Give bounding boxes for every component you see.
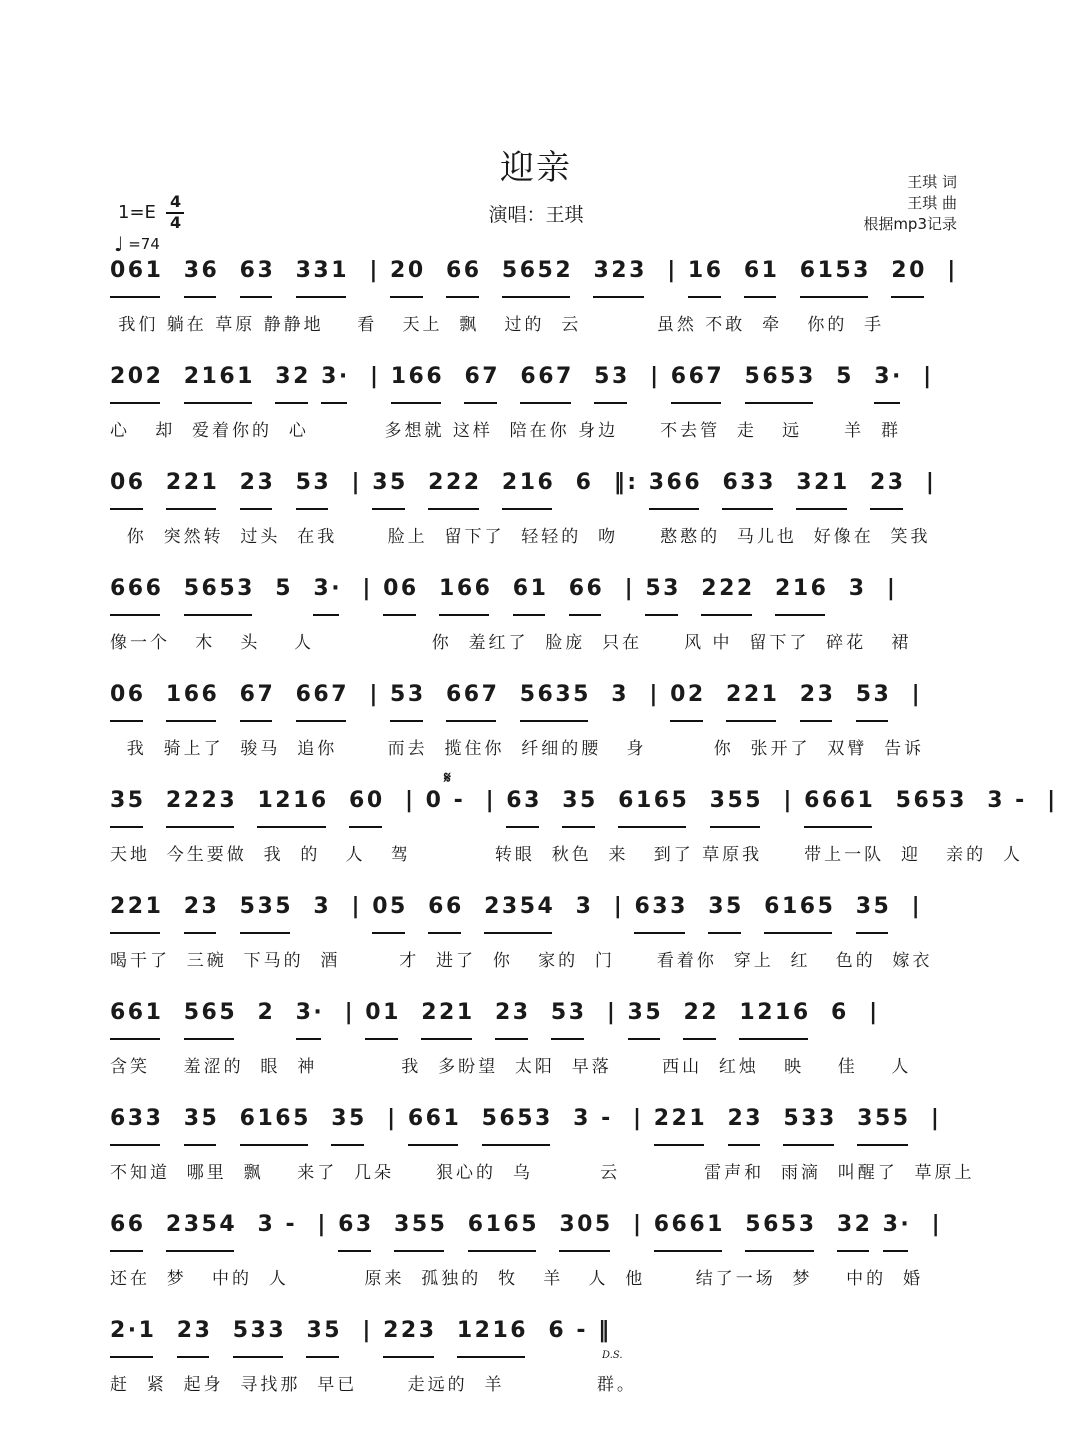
beam-group	[110, 1356, 960, 1360]
beam-line	[520, 720, 588, 722]
beam-line	[184, 1144, 217, 1146]
beam-line	[654, 1144, 704, 1146]
time-denominator: 4	[170, 213, 182, 232]
beam-line	[506, 826, 539, 828]
beam-line	[764, 932, 832, 934]
score-line	[110, 788, 1058, 868]
notation-line: 061 36 63 331 | 20 66 5652 323 | 16 61 6153 20 |	[110, 258, 958, 283]
beam-line	[551, 1038, 584, 1040]
beam-line	[468, 1250, 536, 1252]
score-line	[110, 1212, 960, 1292]
notation-line: 202 2161 32 3· | 166 67 667 53 | 667 5653 5 3· |	[110, 364, 934, 389]
beam-line	[671, 402, 721, 404]
beam-group	[110, 1038, 960, 1042]
beam-line	[728, 1144, 761, 1146]
beam-line	[708, 932, 741, 934]
beam-line	[726, 720, 776, 722]
beam-line	[649, 508, 699, 510]
beam-line	[110, 508, 143, 510]
lyric-line: 心 却 爱着你的 心 多想就 这样 陪在你 身边 不去管 走 远 羊 群	[110, 421, 901, 441]
beam-line	[110, 614, 160, 616]
beam-line	[184, 932, 217, 934]
beam-line	[110, 1250, 143, 1252]
beam-line	[446, 720, 496, 722]
beam-line	[391, 402, 441, 404]
beam-line	[372, 932, 405, 934]
beam-line	[745, 402, 813, 404]
beam-line	[177, 1356, 210, 1358]
beam-line	[110, 720, 143, 722]
beam-line	[856, 932, 889, 934]
beam-line	[502, 508, 552, 510]
beam-line	[457, 1356, 525, 1358]
beam-line	[796, 508, 846, 510]
notation-line: 35 2223 1216 60 | 0 - | 63 35 6165 355 | 6661 5653 3 - |	[110, 788, 1058, 813]
beam-line	[883, 1250, 909, 1252]
beam-line	[383, 1356, 433, 1358]
beam-line	[593, 296, 643, 298]
beam-line	[775, 614, 825, 616]
beam-line	[482, 1144, 550, 1146]
beam-line	[446, 296, 479, 298]
beam-line	[240, 720, 273, 722]
song-title: 迎亲	[500, 148, 572, 188]
score-line	[110, 258, 960, 338]
beam-line	[296, 508, 329, 510]
lyric-line: 不知道 哪里 飘 来了 几朵 狠心的 乌 云 雷声和 雨滴 叫醒了 草原上	[110, 1163, 975, 1183]
beam-line	[628, 1038, 661, 1040]
beam-group	[110, 826, 960, 830]
beam-line	[240, 932, 290, 934]
beam-line	[110, 296, 160, 298]
beam-line	[837, 1250, 870, 1252]
beam-line	[870, 508, 903, 510]
lyric-line: 我 骑上了 骏马 追你 而去 揽住你 纤细的腰 身 你 张开了 双臂 告诉	[110, 739, 925, 759]
beam-line	[390, 296, 423, 298]
notation-line: 06 221 23 53 | 35 222 216 6 ‖: 366 633 321 23 |	[110, 470, 937, 495]
beam-line	[502, 296, 570, 298]
beam-line	[745, 1250, 813, 1252]
lyric-line: 像一个 木 头 人 你 羞红了 脸庞 只在 风 中 留下了 碎花 裙	[110, 633, 912, 653]
beam-line	[408, 1144, 458, 1146]
beam-group	[110, 402, 960, 406]
notation-line: 2·1 23 533 35 | 223 1216 6 - ‖	[110, 1318, 612, 1343]
beam-line	[240, 508, 273, 510]
notation-line: 666 5653 5 3· | 06 166 61 66 | 53 222 216 3 |	[110, 576, 898, 601]
beam-line	[439, 614, 489, 616]
notation-line: 06 166 67 667 | 53 667 5635 3 | 02 221 23 53 |	[110, 682, 923, 707]
beam-line	[166, 720, 216, 722]
key-label: 1=E	[118, 202, 156, 223]
notation-line: 221 23 535 3 | 05 66 2354 3 | 633 35 6165 35 |	[110, 894, 923, 919]
beam-line	[296, 1038, 322, 1040]
segno-icon: 𝄋	[444, 768, 451, 787]
score-line	[110, 1318, 960, 1398]
beam-group	[110, 932, 960, 936]
beam-line	[670, 720, 703, 722]
beam-group	[110, 1250, 960, 1254]
beam-line	[683, 1038, 716, 1040]
beam-line	[306, 1356, 339, 1358]
beam-line	[166, 1250, 234, 1252]
beam-line	[275, 402, 308, 404]
beam-line	[800, 296, 868, 298]
lyric-line: 赶 紧 起身 寻找那 早已 走远的 羊 群。	[110, 1375, 637, 1395]
beam-line	[559, 1250, 609, 1252]
beam-line	[365, 1038, 398, 1040]
beam-line	[383, 614, 416, 616]
beam-line	[110, 932, 160, 934]
beam-group	[110, 614, 960, 618]
beam-line	[240, 1144, 308, 1146]
beam-line	[184, 402, 252, 404]
beam-line	[240, 296, 273, 298]
beam-line	[166, 508, 216, 510]
beam-line	[110, 402, 160, 404]
score-line	[110, 576, 960, 656]
beam-line	[857, 1144, 907, 1146]
lyric-line: 你 突然转 过头 在我 脸上 留下了 轻轻的 吻 憨憨的 马儿也 好像在 笑我	[110, 527, 931, 547]
author-credits	[863, 172, 957, 235]
beam-line	[428, 932, 461, 934]
beam-line	[520, 402, 570, 404]
beam-line	[296, 296, 346, 298]
beam-line	[428, 508, 478, 510]
lyric-line: 我们 躺在 草原 静静地 看 天上 飘 过的 云 虽然 不敢 牵 你的 手	[110, 315, 885, 335]
beam-group	[110, 296, 960, 300]
beam-group	[110, 508, 960, 512]
beam-line	[166, 826, 234, 828]
beam-line	[800, 720, 833, 722]
beam-line	[394, 1250, 444, 1252]
beam-line	[110, 1356, 153, 1358]
tempo-marking	[114, 232, 160, 256]
beam-line	[495, 1038, 528, 1040]
beam-line	[722, 508, 772, 510]
beam-line	[891, 296, 924, 298]
beam-line	[562, 826, 595, 828]
beam-group	[110, 1144, 960, 1148]
beam-line	[856, 720, 889, 722]
beam-line	[421, 1038, 471, 1040]
beam-line	[331, 1144, 364, 1146]
beam-line	[618, 826, 686, 828]
lyric-line: 天地 今生要做 我 的 人 驾 转眼 秋色 来 到了 草原我 带上一队 迎 亲的 人	[110, 845, 1023, 865]
beam-line	[184, 1038, 234, 1040]
beam-line	[321, 402, 347, 404]
lyric-line: 还在 梦 中的 人 原来 孤独的 牧 羊 人 他 结了一场 梦 中的 婚	[110, 1269, 923, 1289]
beam-line	[874, 402, 900, 404]
score-line	[110, 682, 960, 762]
score-line	[110, 1000, 960, 1080]
beam-line	[313, 614, 339, 616]
beam-line	[744, 296, 777, 298]
beam-line	[645, 614, 678, 616]
score-line	[110, 470, 960, 550]
beam-line	[513, 614, 546, 616]
composer-credit: 王琪 曲	[907, 194, 957, 212]
tempo-value: =74	[128, 235, 160, 253]
beam-line	[739, 1038, 807, 1040]
beam-line	[184, 614, 252, 616]
lyric-line: 喝干了 三碗 下马的 酒 才 进了 你 家的 门 看着你 穿上 红 色的 嫁衣	[110, 951, 933, 971]
beam-line	[296, 720, 346, 722]
beam-line	[484, 932, 552, 934]
beam-line	[390, 720, 423, 722]
beam-line	[594, 402, 627, 404]
beam-line	[338, 1250, 371, 1252]
lyricist-credit: 王琪 词	[907, 173, 957, 191]
notation-line: 661 565 2 3· | 01 221 23 53 | 35 22 1216 6 |	[110, 1000, 880, 1025]
lyric-line: 含笑 羞涩的 眼 神 我 多盼望 太阳 早落 西山 红烛 映 佳 人	[110, 1057, 912, 1077]
beam-line	[569, 614, 602, 616]
notation-line: 633 35 6165 35 | 661 5653 3 - | 221 23 533 355 |	[110, 1106, 942, 1131]
singer-credit: 演唱：王琪	[488, 204, 584, 226]
transcription-note: 根据mp3记录	[863, 215, 957, 233]
quarter-note-icon: ♩	[114, 232, 124, 256]
beam-line	[654, 1250, 722, 1252]
beam-line	[710, 826, 760, 828]
beam-line	[110, 826, 143, 828]
beam-line	[804, 826, 872, 828]
notation-line: 66 2354 3 - | 63 355 6165 305 | 6661 5653 32 3· |	[110, 1212, 943, 1237]
score-line	[110, 894, 960, 974]
beam-line	[233, 1356, 283, 1358]
time-numerator: 4	[170, 192, 182, 211]
beam-line	[688, 296, 721, 298]
beam-line	[701, 614, 751, 616]
beam-line	[349, 826, 382, 828]
beam-line	[634, 932, 684, 934]
score-line	[110, 364, 960, 444]
beam-line	[110, 1038, 160, 1040]
beam-line	[184, 296, 217, 298]
score-line	[110, 1106, 975, 1186]
beam-group	[110, 720, 960, 724]
beam-line	[372, 508, 405, 510]
ds-mark: D.S.	[602, 1350, 623, 1361]
beam-line	[783, 1144, 833, 1146]
beam-line	[110, 1144, 160, 1146]
beam-line	[464, 402, 497, 404]
beam-line	[257, 826, 325, 828]
